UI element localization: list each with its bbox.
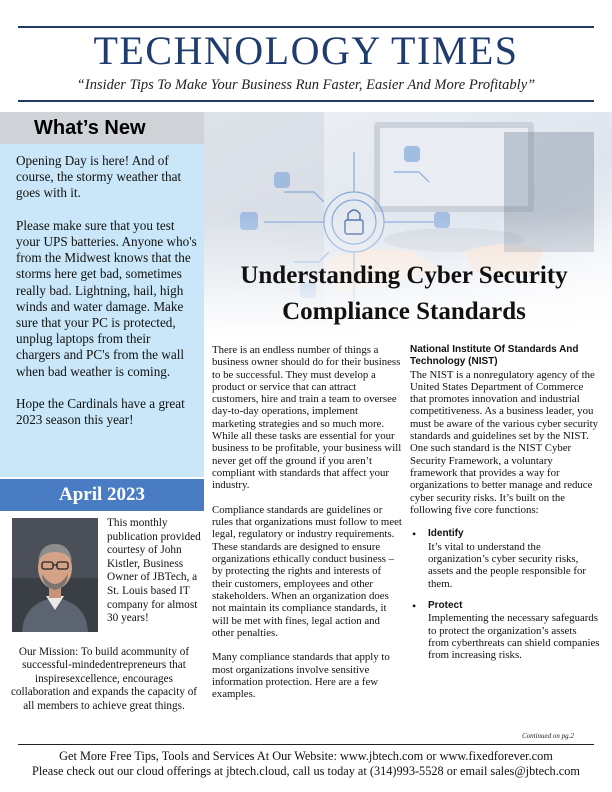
function-title: • Identify [428,528,464,540]
whats-new-panel [0,144,204,477]
article-paragraph: Compliance standards are guidelines or rules that organizations must follow to meet legal, regulatory or industry requirements. These standards are designed to ensure organizations ethically conduct business – by protecting the rights and interests of their customers, employees and other stakeholders. When an organization does not maintain its compliance standards, it will be met with fines, legal action and other penalties. [212,503,402,639]
author-bio: This monthly publication provided courtesy of John Kistler, Business Owner of JBTech, a St. Louis based IT company for almost 30 years! [107,517,201,625]
news-paragraph: Please make sure that you test your UPS batteries. Anyone who's from the Midwest knows that the storms here get bad, sometimes really bad. Lightning, hail, high winds and water damage. Make sure that your PC is protected, unplug laptops from their chargers and PC's from the wall when bad weather is coming. [16,217,197,379]
nist-subheading: National Institute Of Standards And Technology (NIST) [410,344,579,368]
function-list-item [410,528,600,589]
footer-contact-line: Please check out our cloud offerings at jbtech.cloud, call us today at (314)993-5528 or email sales@jbtech.com [32,764,580,778]
article-title [204,258,604,330]
article-paragraph: Many compliance standards that apply to most organizations involve sensitive information protection. Here are a few examples. [212,651,390,701]
news-paragraph: Opening Day is here! And of course, the stormy weather that goes with it. [16,153,182,201]
article-paragraph: There is an endless number of things a business owner should do for their business to be successful. They must develop a product or service that can attract customers, hire and train a team to oversee day-to-day operations, implement marketing strategies and so much more. While all these tasks are essential for your business to be profitable, your business will never get off the ground if you aren’t compliant with standards that affect your industry. [212,344,402,492]
article-column-right [410,344,600,671]
article-paragraph: The NIST is a nonregulatory agency of the United States Department of Commerce that promotes innovation and industrial competitiveness. As a business leader, you must be aware of the various cyber security standards and guidelines set by the NIST. One such standard is the NIST Cyber Security Framework, a voluntary framework that provides a way for organizations to better manage and reduce cyber security risks. It’s built on the following five core functions: [410,368,598,516]
masthead-bottom-rule [18,100,594,102]
issue-date-banner [0,479,204,511]
article-title-line: Understanding Cyber Security [240,262,568,289]
footer-website-line: Get More Free Tips, Tools and Services At Our Website: www.jbtech.com or www.fixedforever.com [59,749,553,763]
function-text: It’s vital to understand the organization’s cyber security risks, assets and the people responsible for them. [428,540,587,590]
whats-new-header [0,112,204,144]
footer-rule [18,744,594,745]
article-title-line: Compliance Standards [282,298,526,325]
person-portrait-icon [12,518,98,632]
news-paragraph: Hope the Cardinals have a great 2023 season this year! [16,396,185,428]
function-text: Implementing the necessary safeguards to protect the organization’s assets from cyberthreats can shield companies from increasing risks. [428,612,600,662]
mission-statement: Our Mission: To build acommunity of successful-mindedentrepreneurs that inspiresexcellence, encourages collaboration and expands the capacity of all members to achieve great things. [10,646,198,712]
function-title: • Protect [428,599,463,611]
author-photo [12,518,98,632]
issue-date: April 2023 [58,484,146,505]
continued-note: Continued on pg.2 [522,732,574,740]
newsletter-tagline: “Insider Tips To Make Your Business Run Faster, Easier And More Profitably” [76,77,536,93]
function-list-item [410,600,600,661]
newsletter-title: TECHNOLOGY TIMES [93,28,519,73]
whats-new-title: What’s New [34,116,146,139]
article-column-left [212,344,402,713]
